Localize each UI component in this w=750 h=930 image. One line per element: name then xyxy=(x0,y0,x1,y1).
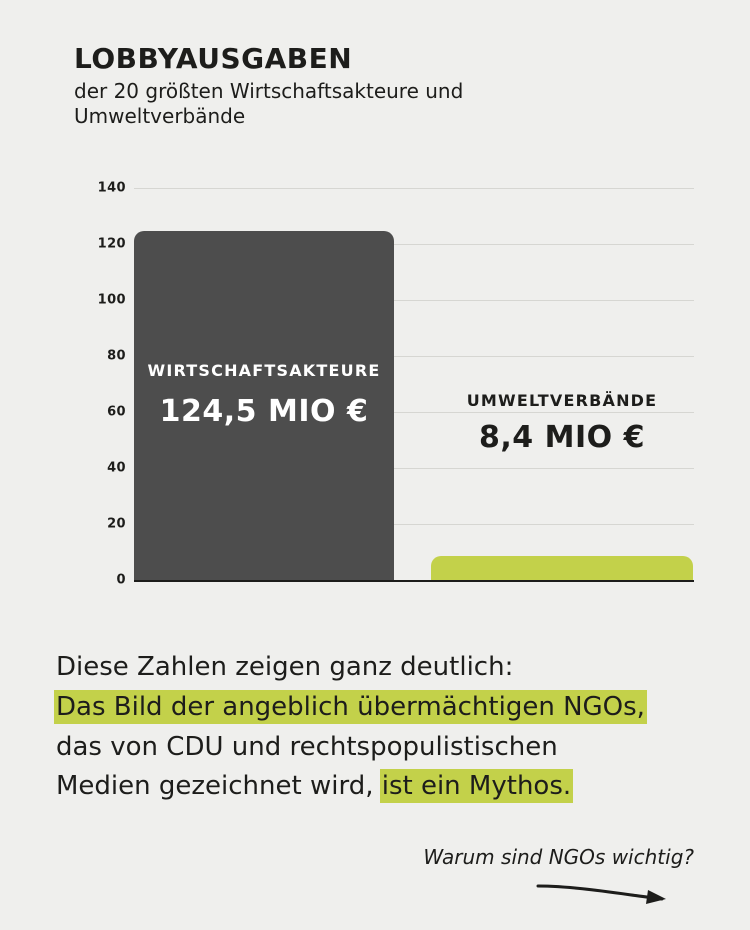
x-axis-line xyxy=(134,580,694,582)
arrow-right-icon xyxy=(536,880,672,906)
y-tick-40: 40 xyxy=(107,460,126,476)
bar-wirtschaftsakteure-labels xyxy=(134,361,394,429)
conclusion-line-1: Diese Zahlen zeigen ganz deutlich: xyxy=(56,652,514,682)
conclusion-line-4a: Medien gezeichnet wird, xyxy=(56,771,382,802)
conclusion-line-2: Das Bild der angeblich übermächtigen NGOs, xyxy=(56,691,645,722)
y-tick-20: 20 xyxy=(107,516,126,532)
y-axis-ticks xyxy=(74,180,126,588)
bar-wirtschaftsakteure[interactable] xyxy=(134,231,394,580)
y-tick-60: 60 xyxy=(107,404,126,420)
bar-umweltverbaende-name: UMWELTVERBÄNDE xyxy=(466,390,658,410)
y-tick-120: 120 xyxy=(97,236,126,252)
bar-chart xyxy=(74,178,694,608)
conclusion-line-2-wrap xyxy=(56,688,706,728)
plot-area xyxy=(134,188,694,580)
y-tick-0: 0 xyxy=(116,572,126,588)
y-tick-140: 140 xyxy=(97,180,126,196)
bar-wirtschaftsakteure-value: 124,5 MIO € xyxy=(159,394,369,430)
gridline-140 xyxy=(134,188,694,189)
conclusion-line-4-wrap xyxy=(56,767,706,807)
bar-umweltverbaende-labels xyxy=(431,391,693,455)
bar-umweltverbaende[interactable] xyxy=(431,556,693,580)
page-subtitle: der 20 größten Wirtschaftsakteure und Umweltverbände xyxy=(74,79,464,129)
footer-question: Warum sind NGOs wichtig? xyxy=(423,845,694,869)
y-tick-80: 80 xyxy=(107,348,126,364)
conclusion-line-4b: ist ein Mythos. xyxy=(381,771,572,802)
y-tick-100: 100 xyxy=(97,292,126,308)
conclusion-text xyxy=(56,648,706,807)
conclusion-line-3: das von CDU und rechtspopulistischen xyxy=(56,731,558,762)
page-title: LOBBYAUSGABEN xyxy=(74,42,353,75)
bar-wirtschaftsakteure-name: WIRTSCHAFTSAKTEURE xyxy=(147,361,381,381)
header xyxy=(74,44,694,129)
bar-umweltverbaende-value: 8,4 MIO € xyxy=(479,419,645,455)
